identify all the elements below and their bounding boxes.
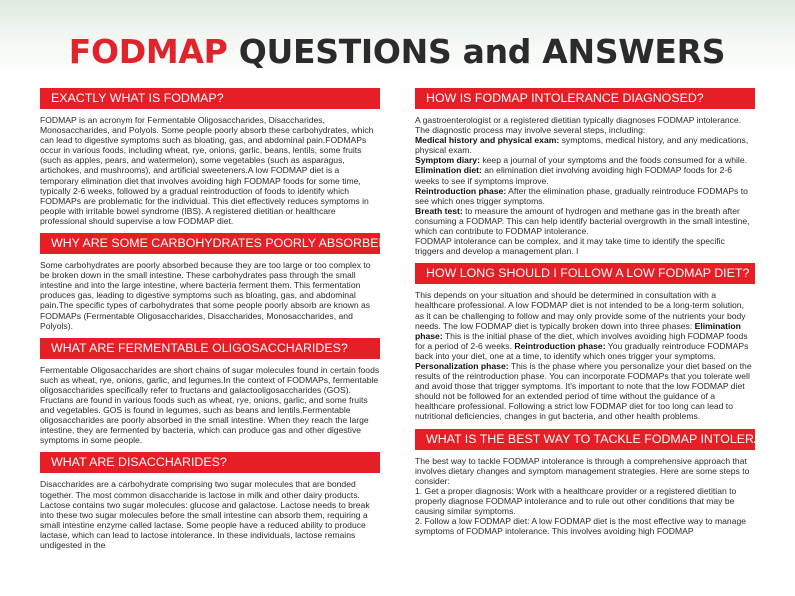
- paragraph: This depends on your situation and should be determined in consultation with a healthcare professional. A low FODMAP diet is not intended to be a long-term solution, as it can be challenging to follow and may only provide some of the nutrients your body needs. The low FODMAP diet is typically broken down into three phases: Elimination phase: This is the initial phase of the diet, which involves avoiding high FODMAP foods for a period of 2-6 weeks. Reintroduction phase: You gradually reintroduce FODMAPs back into your diet, one at a time, to identify which ones trigger your symptoms. Personalization phase: This is the phase where you personalize your diet based on the results of the reintroduction phase. You can incorporate FODMAPs that you tolerate well and avoid those that trigger symptoms. It's important to note that the low FODMAP diet should not be followed for an extended period of time without the guidance of a healthcare professional. Following a strict low FODMAP diet for too long can lead to nutritional deficiencies, changes in gut bacteria, and other health problems.: [415, 290, 752, 422]
- section-heading-poorly-absorbed: WHY ARE SOME CARBOHYDRATES POORLY ABSORBED?: [40, 233, 380, 254]
- paragraph: FODMAP is an acronym for Fermentable Oligosaccharides, Disaccharides, Monosaccharides, and Polyols. Some people poorly absorb these carbohydrates, which can lead to digestive symptoms such as bloating, gas, and abdominal pain.FODMAPs occur in various foods, including wheat, rye, onions, garlic, beans, lentils, some fruits (such as apples, pears, and watermelon), some vegetables (such as asparagus, artichokes, and mushrooms), and artificial sweeteners.A low FODMAP diet is a temporary elimination diet that involves avoiding high FODMAP foods for some time, typically 2-6 weeks, followed by a gradual reintroduction of foods to identify which FODMAPs are problematic for the individual. This diet effectively reduces symptoms in people with irritable bowel syndrome (IBS). A registered dietitian or healthcare professional should supervise a low FODMAP diet.: [40, 115, 374, 226]
- section-text-best-way: [415, 456, 755, 537]
- step-diagnosis: 1. Get a proper diagnosis: Work with a healthcare provider or a registered dietitian to properly diagnose FODMAP intolerance and to rule out other conditions that may be causing similar symptoms.: [415, 485, 737, 516]
- step-symptom-diary: Symptom diary: keep a journal of your symptoms and the foods consumed for a while.: [415, 155, 747, 166]
- section-text-diagnosed: [415, 115, 755, 256]
- paragraph-outro: FODMAP intolerance can be complex, and it may take time to identify the specific triggers and develop a management plan. I: [415, 236, 725, 257]
- section-heading-best-way: WHAT IS THE BEST WAY TO TACKLE FODMAP INTOLERANCE?: [415, 429, 755, 450]
- section-heading-how-long: HOW LONG SHOULD I FOLLOW A LOW FODMAP DIET?: [415, 263, 755, 284]
- section-text-how-long: [415, 290, 755, 421]
- paragraph: Fermentable Oligosaccharides are short chains of sugar molecules found in certain foods such as wheat, rye, onions, garlic, and legumes.In the context of FODMAPs, fermentable oligosaccharides specifically refer to fructans and galactooligosaccharides (GOS). Fructans are found in various foods such as wheat, rye, onions, garlic, and some fruits and vegetables. GOS is found in legumes, such as beans and lentils.Fermentable oligosaccharides are poorly absorbed in the small intestine. When they reach the large intestine, they are fermented by bacteria, which can produce gas and other digestive symptoms in some people.: [40, 364, 380, 446]
- left-column: [40, 88, 395, 557]
- section-text-oligosaccharides: [40, 365, 380, 446]
- section-heading-what-is-fodmap: EXACTLY WHAT IS FODMAP?: [40, 88, 380, 109]
- step-medical-history: Medical history and physical exam: symptoms, medical history, and any medications, physical exam.: [415, 135, 749, 156]
- step-elimination-diet: Elimination diet: an elimination diet involving avoiding high FODMAP foods for 2-6 weeks to see if symptoms improve.: [415, 165, 732, 186]
- paragraph-intro: A gastroenterologist or a registered dietitian typically diagnoses FODMAP intolerance. The diagnostic process may involve several steps, including:: [415, 115, 742, 136]
- step-reintroduction: Reintroduction phase: After the elimination phase, gradually reintroduce FODMAPs to see which ones trigger symptoms.: [415, 185, 748, 206]
- paragraph: Some carbohydrates are poorly absorbed because they are too large or too complex to be broken down in the small intestine. These carbohydrates pass through the small intestine and into the large intestine, where bacteria ferment them. This fermentation produces gas, leading to digestive symptoms such as bloating, gas, and abdominal pain.The specific types of carbohydrates that some people poorly absorb are known as FODMAPs (Fermentable Oligosaccharides, Disaccharides, Monosaccharides, and Polyols).: [40, 260, 371, 331]
- section-text-what-is-fodmap: [40, 115, 380, 226]
- step-breath-test: Breath test: to measure the amount of hydrogen and methane gas in the breath after consuming a FODMAP. This can help identify bacterial overgrowth in the small intestine, which can contribute to FODMAP intolerance.: [415, 205, 750, 237]
- page-title: [0, 32, 794, 72]
- section-text-poorly-absorbed: [40, 260, 380, 331]
- right-column: [415, 88, 795, 543]
- step-low-fodmap-diet: 2. Follow a low FODMAP diet: A low FODMAP diet is the most effective way to manage symptoms of FODMAP intolerance. This involves avoiding high FODMAP: [415, 516, 746, 537]
- section-heading-diagnosed: HOW IS FODMAP INTOLERANCE DIAGNOSED?: [415, 88, 755, 109]
- section-heading-oligosaccharides: WHAT ARE FERMENTABLE OLIGOSACCHARIDES?: [40, 338, 380, 359]
- paragraph-intro: The best way to tackle FODMAP intolerance is through a comprehensive approach that involves dietary changes and symptom management strategies. Here are some steps to consider:: [415, 455, 750, 486]
- title-questions-answers: QUESTIONS and ANSWERS: [238, 32, 726, 71]
- paragraph: Disaccharides are a carbohydrate comprising two sugar molecules that are bonded together. The most common disaccharide is lactose in milk and other dairy products. Lactose contains two sugar molecules: glucose and galactose. Lactose needs to break into these two sugar molecules before the small intestine can absorb them, requiring a small intestine enzyme called lactase. Some people have a reduced ability to produce lactase, which can lead to lactose intolerance. In these individuals, lactose remains undigested in the: [40, 479, 370, 550]
- section-text-disaccharides: [40, 479, 380, 550]
- section-heading-disaccharides: WHAT ARE DISACCHARIDES?: [40, 452, 380, 473]
- title-fodmap: FODMAP: [68, 32, 228, 71]
